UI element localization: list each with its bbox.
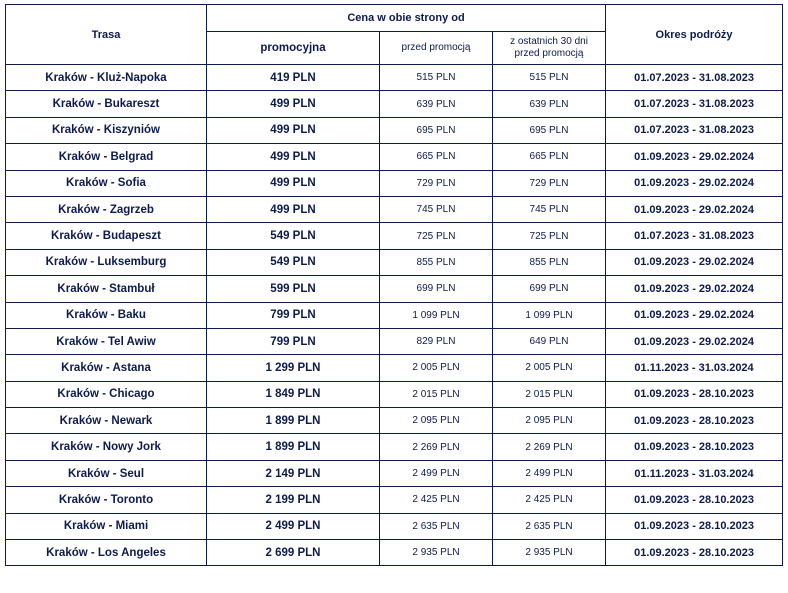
route-cell: Kraków - Kiszyniów (6, 117, 207, 143)
travel-period-cell: 01.07.2023 - 31.08.2023 (606, 91, 783, 117)
route-cell: Kraków - Newark (6, 408, 207, 434)
price-last30-cell: 2 095 PLN (493, 408, 606, 434)
price-before-cell: 2 015 PLN (380, 381, 493, 407)
table-row (6, 328, 783, 354)
price-before-cell: 2 095 PLN (380, 408, 493, 434)
price-last30-cell: 855 PLN (493, 249, 606, 275)
price-last30-cell: 2 935 PLN (493, 540, 606, 566)
travel-period-cell: 01.07.2023 - 31.08.2023 (606, 223, 783, 249)
route-cell: Kraków - Nowy Jork (6, 434, 207, 460)
travel-period-cell: 01.09.2023 - 28.10.2023 (606, 513, 783, 539)
route-cell: Kraków - Chicago (6, 381, 207, 407)
route-cell: Kraków - Stambuł (6, 276, 207, 302)
table-body (6, 65, 783, 566)
travel-period-cell: 01.09.2023 - 29.02.2024 (606, 328, 783, 354)
price-last30-cell: 649 PLN (493, 328, 606, 354)
price-last30-cell: 665 PLN (493, 144, 606, 170)
price-last30-cell: 1 099 PLN (493, 302, 606, 328)
travel-period-cell: 01.09.2023 - 29.02.2024 (606, 249, 783, 275)
header-route: Trasa (6, 5, 207, 65)
table-row (6, 408, 783, 434)
travel-period-cell: 01.09.2023 - 29.02.2024 (606, 276, 783, 302)
travel-period-cell: 01.07.2023 - 31.08.2023 (606, 117, 783, 143)
price-last30-cell: 695 PLN (493, 117, 606, 143)
price-before-cell: 2 635 PLN (380, 513, 493, 539)
promo-price-cell: 599 PLN (207, 276, 380, 302)
price-before-cell: 855 PLN (380, 249, 493, 275)
travel-period-cell: 01.09.2023 - 29.02.2024 (606, 302, 783, 328)
table-row (6, 513, 783, 539)
table-row (6, 487, 783, 513)
price-last30-cell: 2 015 PLN (493, 381, 606, 407)
route-cell: Kraków - Baku (6, 302, 207, 328)
travel-period-cell: 01.09.2023 - 28.10.2023 (606, 540, 783, 566)
price-before-cell: 665 PLN (380, 144, 493, 170)
price-before-cell: 729 PLN (380, 170, 493, 196)
promo-price-cell: 499 PLN (207, 91, 380, 117)
table-row (6, 196, 783, 222)
price-last30-cell: 639 PLN (493, 91, 606, 117)
travel-period-cell: 01.11.2023 - 31.03.2024 (606, 460, 783, 486)
price-before-cell: 699 PLN (380, 276, 493, 302)
route-cell: Kraków - Miami (6, 513, 207, 539)
price-last30-cell: 699 PLN (493, 276, 606, 302)
price-before-cell: 725 PLN (380, 223, 493, 249)
price-before-cell: 639 PLN (380, 91, 493, 117)
route-cell: Kraków - Zagrzeb (6, 196, 207, 222)
route-cell: Kraków - Sofia (6, 170, 207, 196)
travel-period-cell: 01.11.2023 - 31.03.2024 (606, 355, 783, 381)
price-last30-cell: 745 PLN (493, 196, 606, 222)
promo-price-cell: 419 PLN (207, 65, 380, 91)
table-row (6, 144, 783, 170)
promo-price-cell: 499 PLN (207, 117, 380, 143)
price-before-cell: 2 425 PLN (380, 487, 493, 513)
route-cell: Kraków - Bukareszt (6, 91, 207, 117)
table-row (6, 170, 783, 196)
table-row (6, 302, 783, 328)
travel-period-cell: 01.09.2023 - 28.10.2023 (606, 408, 783, 434)
price-last30-cell: 515 PLN (493, 65, 606, 91)
table-row (6, 276, 783, 302)
price-last30-cell: 2 005 PLN (493, 355, 606, 381)
header-period: Okres podróży (606, 5, 783, 65)
promo-price-cell: 2 499 PLN (207, 513, 380, 539)
price-last30-cell: 725 PLN (493, 223, 606, 249)
header-price-group: Cena w obie strony od (207, 5, 606, 32)
price-table-container (5, 4, 783, 566)
route-cell: Kraków - Astana (6, 355, 207, 381)
promo-price-cell: 1 899 PLN (207, 434, 380, 460)
promo-price-cell: 1 899 PLN (207, 408, 380, 434)
price-before-cell: 745 PLN (380, 196, 493, 222)
table-row (6, 91, 783, 117)
promo-price-cell: 2 149 PLN (207, 460, 380, 486)
travel-period-cell: 01.09.2023 - 28.10.2023 (606, 487, 783, 513)
table-row (6, 434, 783, 460)
price-before-cell: 1 099 PLN (380, 302, 493, 328)
table-row (6, 65, 783, 91)
route-cell: Kraków - Belgrad (6, 144, 207, 170)
route-cell: Kraków - Toronto (6, 487, 207, 513)
price-last30-cell: 2 269 PLN (493, 434, 606, 460)
travel-period-cell: 01.09.2023 - 29.02.2024 (606, 170, 783, 196)
promo-price-cell: 1 299 PLN (207, 355, 380, 381)
promo-price-cell: 549 PLN (207, 249, 380, 275)
price-before-cell: 2 005 PLN (380, 355, 493, 381)
price-before-cell: 2 269 PLN (380, 434, 493, 460)
promo-price-cell: 499 PLN (207, 144, 380, 170)
table-row (6, 381, 783, 407)
header-before: przed promocją (380, 32, 493, 65)
travel-period-cell: 01.07.2023 - 31.08.2023 (606, 65, 783, 91)
travel-period-cell: 01.09.2023 - 29.02.2024 (606, 144, 783, 170)
table-row (6, 540, 783, 566)
promo-price-cell: 499 PLN (207, 196, 380, 222)
route-cell: Kraków - Luksemburg (6, 249, 207, 275)
price-last30-cell: 2 635 PLN (493, 513, 606, 539)
promo-price-cell: 799 PLN (207, 328, 380, 354)
promo-price-cell: 1 849 PLN (207, 381, 380, 407)
route-cell: Kraków - Tel Awiw (6, 328, 207, 354)
promo-price-cell: 2 699 PLN (207, 540, 380, 566)
price-last30-cell: 2 425 PLN (493, 487, 606, 513)
price-before-cell: 515 PLN (380, 65, 493, 91)
travel-period-cell: 01.09.2023 - 28.10.2023 (606, 434, 783, 460)
route-cell: Kraków - Seul (6, 460, 207, 486)
route-cell: Kraków - Los Angeles (6, 540, 207, 566)
travel-period-cell: 01.09.2023 - 29.02.2024 (606, 196, 783, 222)
table-row (6, 117, 783, 143)
table-row (6, 460, 783, 486)
promo-price-cell: 799 PLN (207, 302, 380, 328)
promo-price-cell: 2 199 PLN (207, 487, 380, 513)
table-header (6, 5, 783, 65)
price-before-cell: 829 PLN (380, 328, 493, 354)
promo-price-cell: 549 PLN (207, 223, 380, 249)
table-row (6, 355, 783, 381)
price-last30-cell: 2 499 PLN (493, 460, 606, 486)
price-before-cell: 695 PLN (380, 117, 493, 143)
travel-period-cell: 01.09.2023 - 28.10.2023 (606, 381, 783, 407)
promo-price-cell: 499 PLN (207, 170, 380, 196)
route-cell: Kraków - Budapeszt (6, 223, 207, 249)
price-before-cell: 2 935 PLN (380, 540, 493, 566)
route-cell: Kraków - Kluż-Napoka (6, 65, 207, 91)
header-last30: z ostatnich 30 dni przed promocją (493, 32, 606, 65)
price-table (5, 4, 783, 566)
table-row (6, 223, 783, 249)
price-before-cell: 2 499 PLN (380, 460, 493, 486)
table-row (6, 249, 783, 275)
price-last30-cell: 729 PLN (493, 170, 606, 196)
header-promo: promocyjna (207, 32, 380, 65)
